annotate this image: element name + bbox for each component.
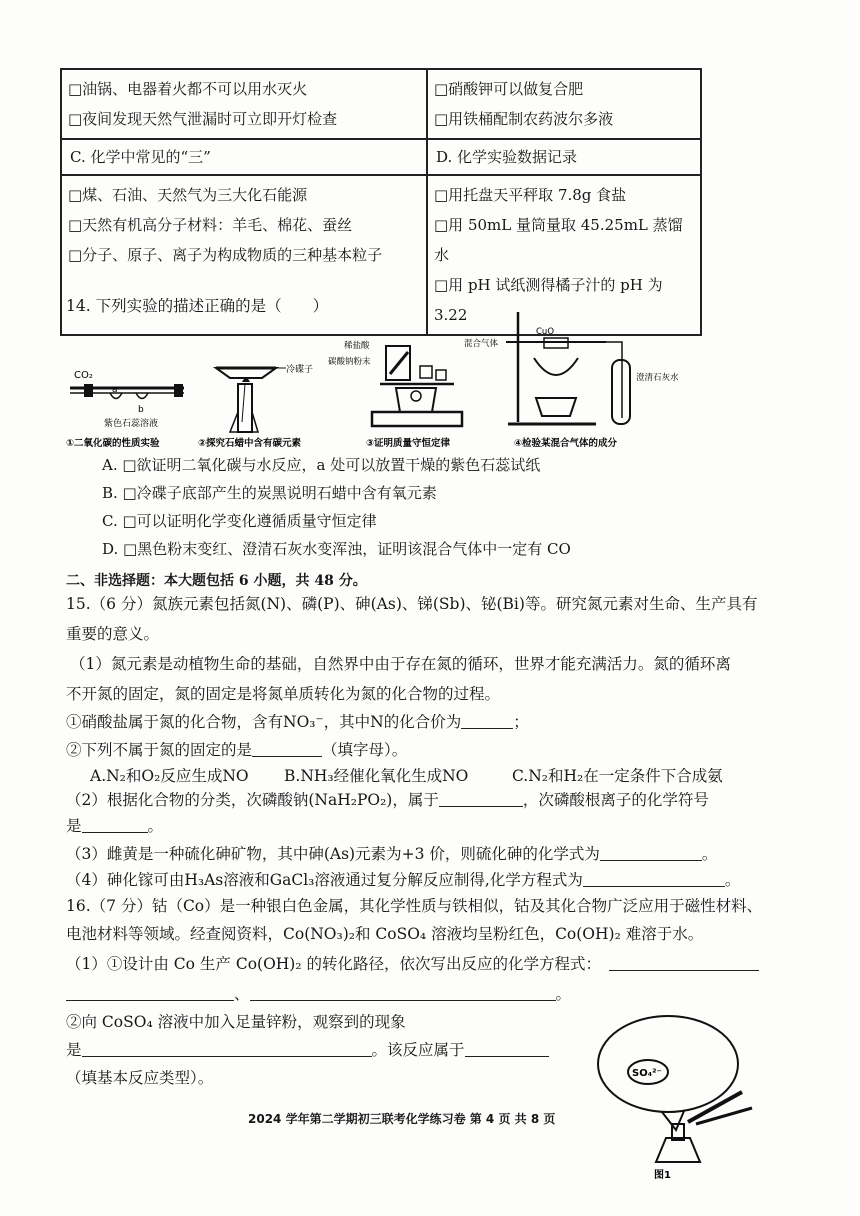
q15-text: ，次磷酸根离子的化学符号	[522, 791, 709, 809]
q15-text: （填字母）。	[322, 741, 408, 759]
q16-line	[66, 952, 759, 974]
q15-line	[66, 842, 717, 864]
q16-line: 电池材料等领域。经查阅资料，Co(NO₃)₂和 CoSO₄ 溶液均呈粉红色，Co(OH)₂ 难溶于水。	[66, 925, 704, 943]
q16-text: （1）①设计由 Co 生产 Co(OH)₂ 的转化路径，依次写出反应的化学方程式：	[66, 955, 601, 973]
q15-line	[66, 738, 407, 760]
q14-option-a[interactable]: A. □欲证明二氧化碳与水反应，a 处可以放置干燥的紫色石蕊试纸	[102, 456, 541, 474]
header-d: D. 化学实验数据记录	[427, 139, 701, 175]
q14-figures	[66, 312, 706, 452]
q15-choice-c: C.N₂和H₂在一定条件下合成氨	[512, 767, 723, 785]
q16-line: （填基本反应类型）。	[66, 1069, 214, 1087]
q15-text: ②下列不属于氮的固定的是	[66, 741, 253, 759]
sulfate-ion-label: SO₄²⁻	[632, 1068, 662, 1079]
fig1-co2-label: CO₂	[74, 370, 93, 381]
table-line: □煤、石油、天然气为三大化石能源	[68, 186, 308, 204]
q15-line: （1）氮元素是动植物生命的基础，自然界中由于存在氮的循环，世界才能充满活力。氮的循环离	[70, 655, 731, 673]
fig2-dish-label: 冷碟子	[286, 365, 314, 375]
page-footer: 2024 学年第二学期初三联考化学练习卷 第 4 页 共 8 页	[248, 1112, 556, 1126]
table-line: □用铁桶配制农药波尔多液	[434, 110, 614, 128]
q15-text: （4）砷化镓可由H₃As溶液和GaCl₃溶液通过复分解反应制得,化学方程式为	[66, 871, 583, 889]
table-line: □用托盘天平秤取 7.8g 食盐	[434, 186, 627, 204]
fig2-candle-apparatus	[216, 363, 313, 432]
answer-blank[interactable]	[439, 790, 523, 807]
q15-text: ①硝酸盐属于氮的化合物，含有NO₃⁻，其中N的化合价为	[66, 713, 462, 731]
q15-line: 15.（6 分）氮族元素包括氮(N)、磷(P)、砷(As)、锑(Sb)、铋(Bi)等。研究氮元素对生命、生产具有	[66, 595, 758, 613]
q14-option-c[interactable]: C. □可以证明化学变化遵循质量守恒定律	[102, 512, 377, 530]
q16-line	[66, 982, 571, 1004]
q16-text: 。	[555, 985, 572, 1003]
q15-text: 。	[147, 817, 164, 835]
q15-line	[66, 868, 740, 890]
q15-text: （3）雌黄是一种硫化砷矿物，其中砷(As)元素为+3 价，则硫化砷的化学式为	[66, 845, 600, 863]
q16-line: 16.（7 分）钴（Co）是一种银白色金属，其化学性质与铁相似，钴及其化合物广泛应用于磁性材料、	[66, 897, 763, 915]
fig4-cuo-label: CuO	[536, 327, 555, 337]
fig1-a-label: a	[112, 385, 118, 395]
table-line: □油锅、电器着火都不可以用水灭火	[68, 80, 308, 98]
q16-text: 是	[66, 1041, 82, 1059]
q15-line: 重要的意义。	[66, 625, 160, 643]
answer-blank[interactable]	[465, 1040, 549, 1057]
q15-line	[66, 788, 709, 810]
answer-blank[interactable]	[609, 954, 759, 971]
q15-text: 。	[724, 871, 741, 889]
fig4-gas-label: 混合气体	[464, 339, 499, 349]
fig4-caption: ④检验某混合气体的成分	[514, 438, 618, 449]
table-line: □夜间发现天然气泄漏时可立即开灯检查	[68, 110, 338, 128]
fig2-caption: ②探究石蜡中含有碳元素	[198, 438, 302, 449]
table-line: □天然有机高分子材料：羊毛、棉花、蚕丝	[68, 216, 353, 234]
answer-blank[interactable]	[66, 984, 234, 1001]
q15-line: 不开氮的固定，氮的固定是将氮单质转化为氮的化合物的过程。	[66, 685, 501, 703]
fig1-b-label: b	[138, 405, 144, 415]
answer-blank[interactable]	[82, 1040, 372, 1057]
table-line: □硝酸钾可以做复合肥	[434, 80, 584, 98]
header-c: C. 化学中常见的“三”	[61, 139, 427, 175]
cell-b-right	[427, 69, 701, 139]
table-line: □用 50mL 量筒量取 45.25mL 蒸馏水	[434, 216, 683, 264]
answer-blank[interactable]	[461, 712, 513, 729]
q14-stem: 14. 下列实验的描述正确的是（ ）	[66, 297, 329, 315]
q15-text: （2）根据化合物的分类，次磷酸钠(NaH₂PO₂)，属于	[66, 791, 439, 809]
q15-line	[66, 710, 529, 732]
answer-blank[interactable]	[583, 870, 725, 887]
answer-blank[interactable]	[600, 844, 702, 861]
fig3-caption: ③证明质量守恒定律	[366, 438, 451, 449]
q15-text: 。	[701, 845, 718, 863]
answer-blank[interactable]	[82, 816, 148, 833]
q16-line: ②向 CoSO₄ 溶液中加入足量锌粉，观察到的现象	[66, 1013, 406, 1031]
cell-d	[427, 175, 701, 335]
section-heading: 二、非选择题：本大题包括 6 小题，共 48 分。	[66, 573, 367, 589]
fig3-powder-label: 碳酸钠粉末	[328, 357, 371, 367]
fig1-caption: ①二氧化碳的性质实验	[66, 438, 160, 449]
q15-text: ；	[513, 713, 529, 731]
q16-figure	[592, 1012, 768, 1182]
q16-text: 、	[234, 985, 250, 1003]
cell-b-left	[61, 69, 427, 139]
table-line: □分子、原子、离子为构成物质的三种基本粒子	[68, 246, 383, 264]
q16-line	[66, 1038, 549, 1060]
q14-option-b[interactable]: B. □冷碟子底部产生的炭黑说明石蜡中含有氧元素	[102, 484, 437, 502]
fig1-co2-apparatus	[70, 370, 184, 429]
fig1-solution-label: 紫色石蕊溶液	[104, 419, 159, 429]
answer-blank[interactable]	[252, 740, 322, 757]
answer-blank[interactable]	[250, 984, 556, 1001]
q15-text: 是	[66, 817, 82, 835]
q15-choice-b: B.NH₃经催化氧化生成NO	[284, 767, 469, 785]
q14-option-d[interactable]: D. □黑色粉末变红、澄清石灰水变浑浊，证明该混合气体中一定有 CO	[102, 540, 571, 558]
q16-text: 。该反应属于	[371, 1041, 465, 1059]
fig3-balance-apparatus	[328, 340, 462, 426]
figure-1-label: 图1	[654, 1170, 671, 1181]
fig4-gas-apparatus	[464, 312, 679, 424]
table-line: □用 pH 试纸测得橘子汁的 pH 为 3.22	[434, 276, 663, 324]
fig3-acid-label: 稀盐酸	[344, 341, 370, 351]
q15-line	[66, 814, 163, 836]
fig4-limewater-label: 澄清石灰水	[636, 373, 679, 383]
q15-choice-a: A.N₂和O₂反应生成NO	[90, 767, 249, 785]
